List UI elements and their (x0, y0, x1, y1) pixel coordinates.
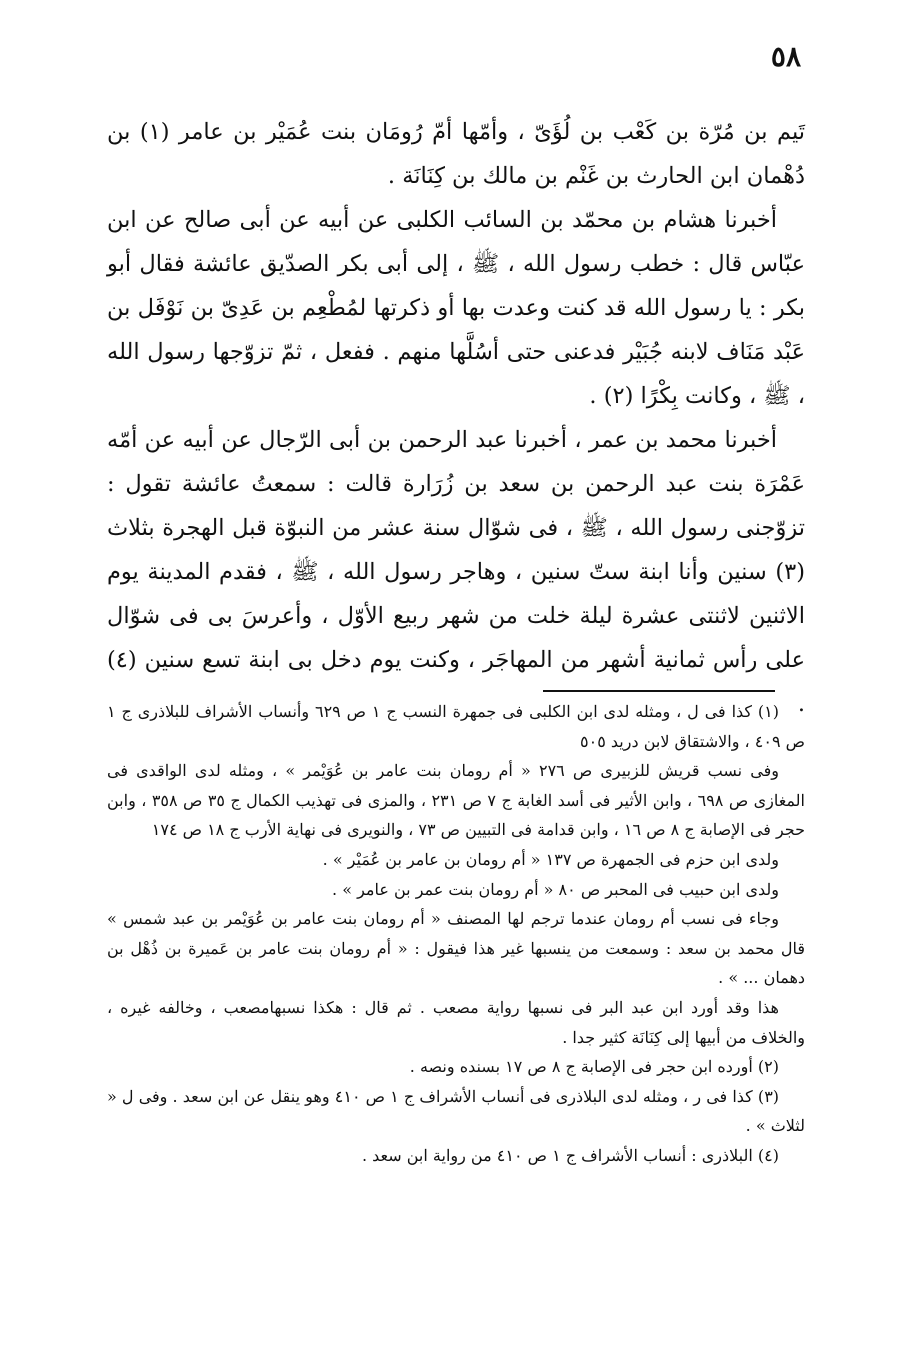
footnote-1-note-d: وجاء فى نسب أم رومان عندما ترجم لها المصنف « أم رومان بنت عامر بن عُوَيْمر بن عبد شمس » قال محمد بن سعد : وسمعت من ينسبها غير هذا فيقول : « أم رومان بنت عامر بن عَميرة بن ذُهْل بن دهمان ... » . (107, 909, 805, 988)
footnote-4: (٤) البلاذرى : أنساب الأشراف ج ١ ص ٤١٠ من رواية ابن سعد . (361, 1145, 779, 1165)
footnote-1-note-e: هذا وقد أورد ابن عبد البر فى نسبها رواية مصعب . ثم قال : هكذا نسبهامصعب ، وخالفه غيره ، والخلاف من أبيها إلى كِنَانَة كثير جدا . (107, 997, 805, 1047)
footnote-1: (١) كذا فى ل ، ومثله لدى ابن الكلبى فى جمهرة النسب ج ١ ص ٦٢٩ وأنساب الأشراف للبلاذرى ج ١ ص ٤٠٩ ، والاشتقاق لابن دريد ٥٠٥ (107, 702, 805, 751)
footnote-1-note-b: ولدى ابن حزم فى الجمهرة ص ١٣٧ « أم رومان بن عامر بن عُمَيْر » . (322, 849, 779, 869)
footnote-3: (٣) كذا فى ر ، ومثله لدى البلاذرى فى أنساب الأشراف ج ١ ص ٤١٠ وهو ينقل عن ابن سعد . وفى ل « لثلاث » . (107, 1086, 805, 1136)
paragraph-2: أخبرنا هشام بن محمّد بن السائب الكلبى عن أبيه عن أبى صالح عن ابن عبّاس قال : خطب رسول الله ، ﷺ ، إلى أبى بكر الصدّيق عائشة فقال أبو بكر : يا رسول الله قد كنت وعدت بها أو ذكرتها لمُطْعِم بن عَدِىّ بن نَوْفَل بن عَبْد مَنَاف لابنه جُبَيْر فدعنى حتى أسُلَّها منهم . ففعل ، ثمّ تزوّجها رسول الله ، ﷺ ، وكانت بِكْرًا (٢) . (107, 207, 805, 409)
footnote-1-note-a: وفى نسب قريش للزبيرى ص ٢٧٦ « أم رومان بنت عامر بن عُوَيْمر » ، ومثله لدى الواقدى فى المغازى ص ٦٩٨ ، وابن الأثير فى أسد الغابة ج ٧ ص ٢٣١ ، والمزى فى تهذيب الكمال ج ٣٥ ص ٣٥٨ ، وابن حجر فى الإصابة ج ٨ ص ١٦ ، وابن قدامة فى التبيين ص ٧٣ ، والنويرى فى نهاية الأرب ج ١٨ ص ١٧٤ (107, 761, 806, 840)
main-text (107, 110, 805, 726)
paragraph-3: أخبرنا محمد بن عمر ، أخبرنا عبد الرحمن بن أبى الرّجال عن أبيه عن أمّه عَمْرَة بنت عبد الرحمن بن سعد بن زُرَارة قالت : سمعتُ عائشة تقول : تزوّجنى رسول الله ، ﷺ ، فى شوّال سنة عشر من النبوّة قبل الهجرة بثلاث (٣) سنين وأنا ابنة ستّ سنين ، وهاجر رسول الله ، ﷺ ، فقدم المدينة يوم الاثنين لاثنتى عشرة ليلة خلت من شهر ربيع الأوّل ، وأعرسَ بى فى شوّال على رأس ثمانية أشهر من المهاجَر ، وكنت يوم دخل بى ابنة تسع سنين (٤) . (107, 427, 805, 717)
footnote-1-note-c: ولدى ابن حبيب فى المحبر ص ٨٠ « أم رومان بنت عمر بن عامر » . (332, 879, 779, 899)
page-number: ٥٨ (770, 40, 801, 73)
footnotes (107, 697, 805, 1171)
paragraph-1: تَيم بن مُرّة بن كَعْب بن لُؤَىّ ، وأمّها أمّ رُومَان بنت عُمَيْر بن عامر (١) بن دُهْمان ابن الحارث بن غَنْم بن مالك بن كِنَانَة . (107, 119, 805, 189)
footnote-2: (٢) أورده ابن حجر فى الإصابة ج ٨ ص ١٧ بسنده ونصه . (409, 1057, 779, 1077)
footnote-separator (543, 690, 775, 692)
